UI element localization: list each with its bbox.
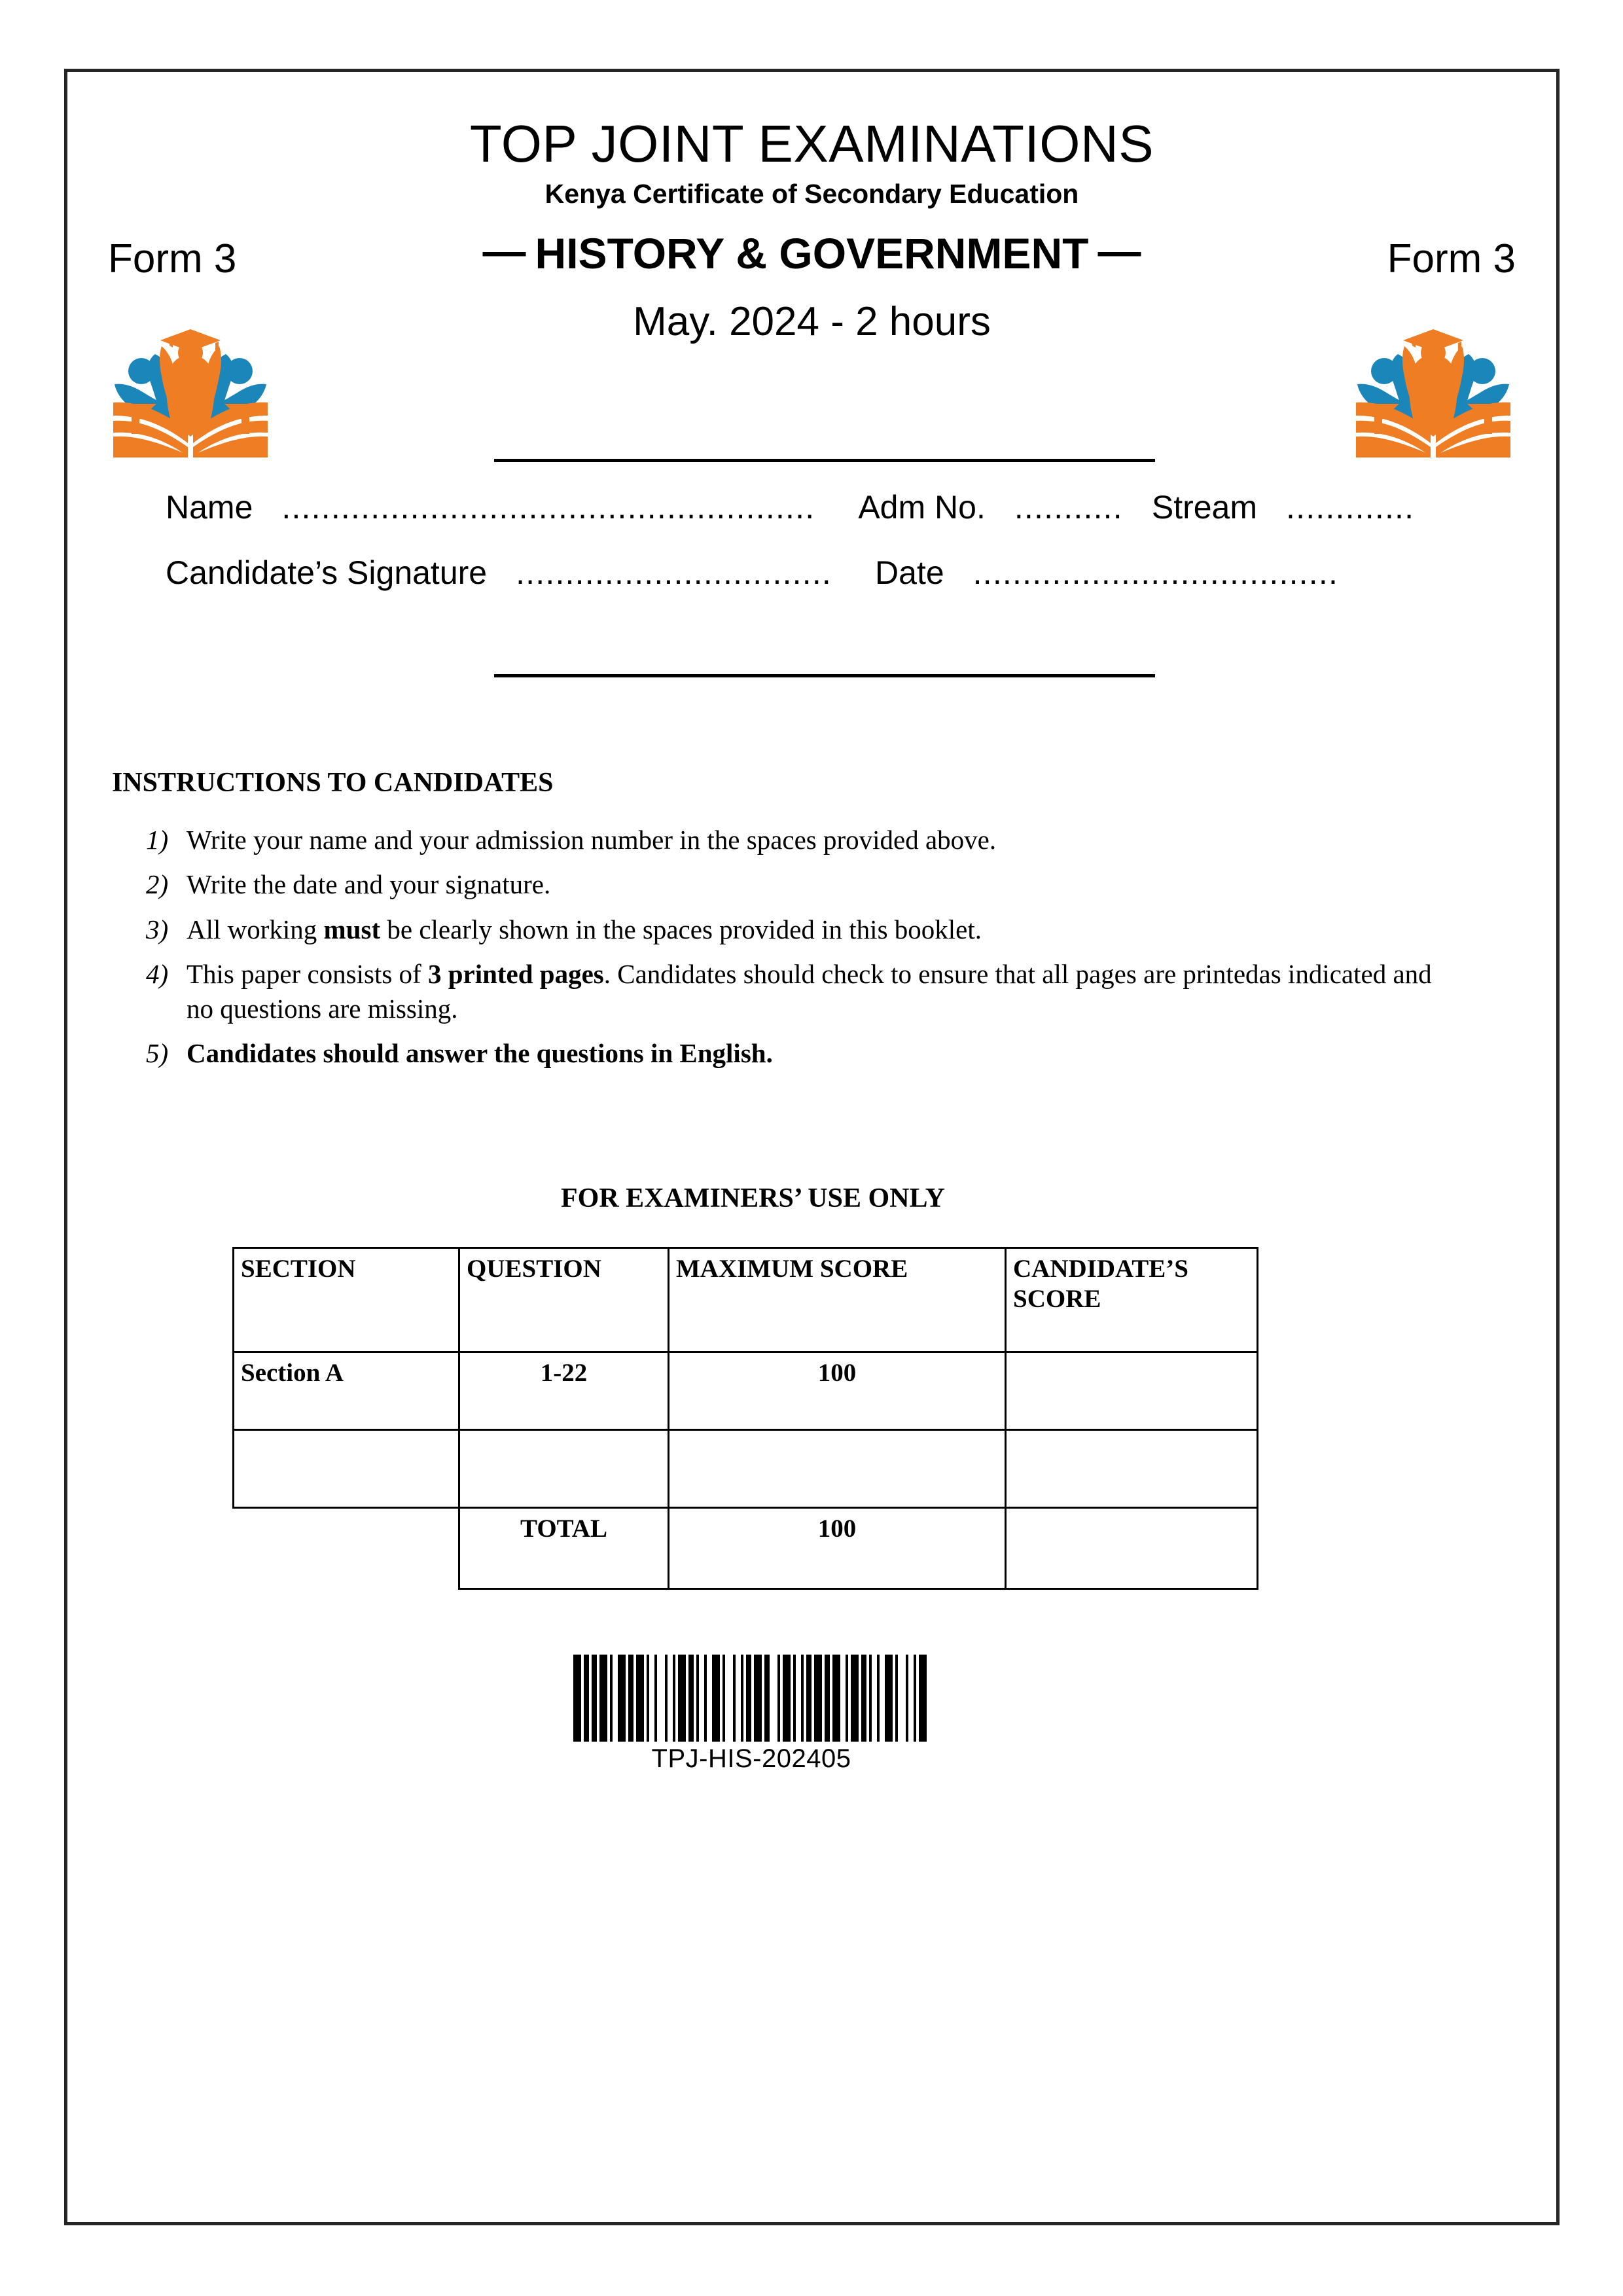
barcode-label: TPJ-HIS-202405 — [651, 1744, 851, 1773]
maximum-score-cell — [669, 1430, 1006, 1508]
exam-date: May. 2024 - 2 hours — [633, 299, 991, 344]
adm-no-label: Adm No. — [858, 489, 986, 526]
stream-label: Stream — [1151, 489, 1258, 526]
candidate-details — [67, 491, 1556, 589]
score-table-header-cell: SECTION — [234, 1248, 459, 1352]
score-table-row — [234, 1508, 1258, 1589]
barcode-block — [67, 1646, 1556, 1774]
date-input[interactable]: ..................................... — [972, 554, 1339, 591]
candidate-score-cell[interactable] — [1006, 1508, 1258, 1589]
name-field-row — [67, 491, 1556, 524]
instruction-text: This paper consists of 3 printed pages. Candidates should check to ensure that all pages are printedas indicated and no questions are missing. — [187, 958, 1432, 1024]
exam-title: TOP JOINT EXAMINATIONS — [469, 115, 1154, 173]
instruction-text: Write your name and your admission number in the spaces provided above. — [187, 825, 997, 855]
question-cell — [459, 1430, 669, 1508]
signature-label: Candidate’s Signature — [166, 554, 488, 591]
barcode-image — [573, 1655, 929, 1742]
score-table-row — [234, 1430, 1258, 1508]
instruction-item-3 — [146, 912, 1556, 947]
question-cell: 1-22 — [459, 1352, 669, 1430]
exam-subtitle: Kenya Certificate of Secondary Education — [544, 179, 1079, 209]
section-cell — [234, 1508, 459, 1589]
instruction-number: 5) — [146, 1038, 169, 1069]
instruction-item-2 — [146, 867, 1556, 902]
exam-page — [64, 69, 1560, 2225]
score-table-header-row — [234, 1248, 1258, 1352]
question-cell: TOTAL — [459, 1508, 669, 1589]
subject-dash-left-icon: — — [482, 226, 526, 275]
instruction-item-4 — [146, 957, 1556, 1027]
form-label-left: Form 3 — [108, 236, 237, 281]
name-input[interactable]: ...................................................... — [281, 489, 815, 526]
subject-dash-right-icon: — — [1097, 226, 1141, 275]
adm-no-input[interactable]: ........... — [1014, 489, 1123, 526]
subject-name: HISTORY & GOVERNMENT — [535, 229, 1089, 278]
instruction-text: All working must be clearly shown in the spaces provided in this booklet. — [187, 914, 982, 944]
instruction-text: Write the date and your signature. — [187, 869, 551, 900]
score-table-header-cell: MAXIMUM SCORE — [669, 1248, 1006, 1352]
instruction-item-1 — [146, 823, 1556, 857]
instructions-section — [67, 769, 1556, 1081]
instruction-item-5 — [146, 1036, 1556, 1071]
instruction-number: 2) — [146, 869, 169, 900]
score-table-row — [234, 1352, 1258, 1430]
instructions-list — [67, 823, 1556, 1071]
instruction-number: 1) — [146, 825, 169, 855]
section-cell — [234, 1430, 459, 1508]
score-table-header-cell: QUESTION — [459, 1248, 669, 1352]
graduation-book-logo-right — [1348, 324, 1518, 458]
score-table-header-cell: CANDIDATE’S SCORE — [1006, 1248, 1258, 1352]
divider-rule-top — [494, 459, 1155, 462]
form-label-right: Form 3 — [1387, 236, 1516, 281]
subject-line — [67, 222, 1556, 285]
date-label: Date — [875, 554, 944, 591]
instructions-heading: INSTRUCTIONS TO CANDIDATES — [112, 768, 554, 798]
section-cell: Section A — [234, 1352, 459, 1430]
score-table — [232, 1247, 1258, 1590]
signature-input[interactable]: ................................ — [516, 554, 832, 591]
divider-rule-bottom — [494, 674, 1155, 677]
subject-row — [67, 222, 1556, 285]
examiners-use-only-heading: FOR EXAMINERS’ USE ONLY — [561, 1183, 945, 1213]
candidate-score-cell[interactable] — [1006, 1430, 1258, 1508]
instruction-number: 3) — [146, 914, 169, 944]
page-header — [67, 72, 1556, 342]
instruction-text: Candidates should answer the questions in English. — [187, 1038, 773, 1069]
name-label: Name — [166, 489, 253, 526]
maximum-score-cell: 100 — [669, 1508, 1006, 1589]
candidate-score-cell[interactable] — [1006, 1352, 1258, 1430]
graduation-book-logo-left — [105, 324, 276, 458]
stream-input[interactable]: ............. — [1286, 489, 1415, 526]
instruction-number: 4) — [146, 958, 169, 989]
signature-field-row — [67, 556, 1556, 589]
maximum-score-cell: 100 — [669, 1352, 1006, 1430]
